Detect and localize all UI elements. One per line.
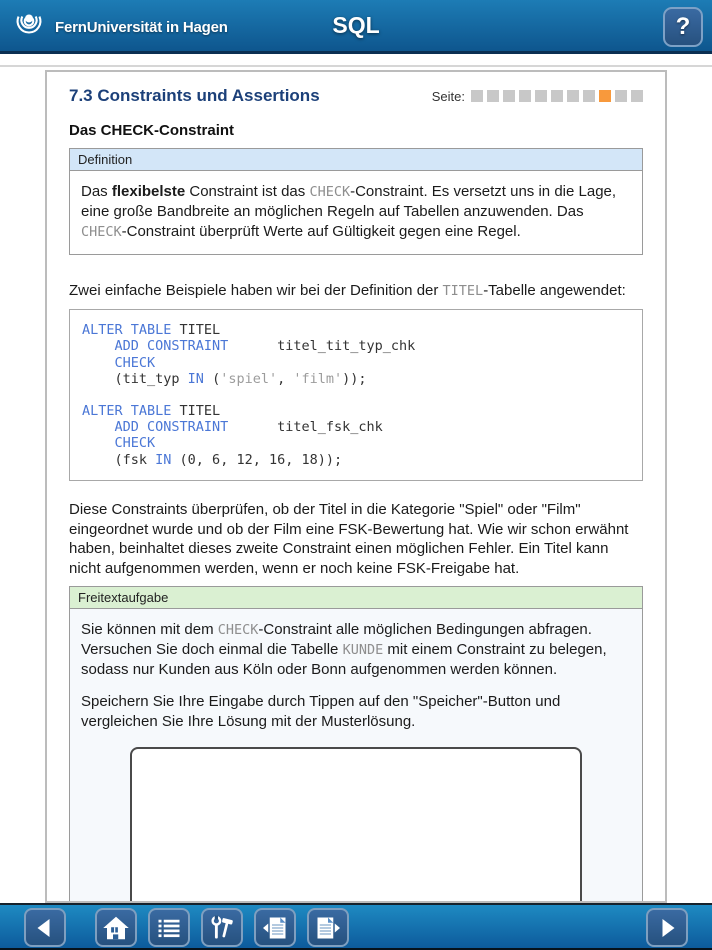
code-line: CHECK: [114, 354, 156, 371]
answer-textarea[interactable]: [130, 747, 582, 903]
exercise-paragraph-2: Speichern Sie Ihre Eingabe durch Tippen auf den "Speicher"-Button und vergleichen Sie Ihre Lösung mit der Musterlösung.: [81, 693, 561, 731]
header-divider: [0, 65, 712, 67]
page-title: SQL: [332, 12, 380, 38]
section-title: 7.3 Constraints und Assertions: [69, 86, 320, 105]
definition-box: [69, 148, 643, 255]
back-button[interactable]: [24, 908, 66, 947]
next-page-icon: [312, 913, 344, 943]
page-square: [551, 90, 563, 102]
home-button[interactable]: [95, 908, 137, 947]
next-page-button[interactable]: [307, 908, 349, 947]
bottom-toolbar: [0, 903, 712, 950]
page-progress-label: Seite:: [431, 88, 465, 104]
app-header: [0, 0, 712, 54]
previous-page-icon: [259, 913, 291, 943]
explanation-paragraph: Diese Constraints überprüfen, ob der Titel in die Kategorie "Spiel" oder "Film" eingeordnet wurde und ob der Film eine FSK-Bewertung hat. Wie wir schon erwähnt haben, beinhaltet dieses zweite Constraint einen möglichen Fehler. Ein Titel kann nicht aufgenommen werden, wenn er noch keine FSK-Freigabe hat.: [69, 500, 629, 578]
page-square: [503, 90, 515, 102]
tools-icon: [206, 913, 238, 943]
intro-paragraph: Zwei einfache Beispiele haben wir bei der Definition der TITEL-Tabelle angewendet:: [69, 282, 626, 300]
code-line: [82, 387, 636, 403]
code-line: ALTER TABLE TITEL: [82, 322, 221, 339]
sql-code-box: [69, 309, 643, 481]
page-square: [583, 90, 595, 102]
page-square-current: [599, 90, 611, 102]
code-line: ADD CONSTRAINT titel_tit_typ_chk: [114, 338, 416, 355]
content-card: [45, 70, 667, 903]
code-line: CHECK: [114, 435, 156, 452]
contents-button[interactable]: [148, 908, 190, 947]
code-line: ALTER TABLE TITEL: [82, 402, 221, 419]
page-progress: [432, 89, 643, 104]
definition-box-body: Das flexibelste Constraint ist das CHECK-Constraint. Es versetzt uns in die Lage, eine große Bandbreite an möglichen Regeln auf Tabellen anzuwenden. Das CHECK-Constraint überprüft Werte auf Gültigkeit gegen eine Regel.: [81, 183, 617, 240]
sql-code: [82, 322, 636, 468]
forward-button[interactable]: [646, 908, 688, 947]
page-square: [471, 90, 483, 102]
title-row: [69, 86, 643, 106]
code-line: ADD CONSTRAINT titel_fsk_chk: [114, 419, 383, 436]
forward-arrow-icon: [651, 913, 683, 943]
help-button[interactable]: ?: [663, 7, 703, 47]
page-square: [567, 90, 579, 102]
back-arrow-icon: [29, 913, 61, 943]
page-square: [631, 90, 643, 102]
page-square: [519, 90, 531, 102]
page-square: [487, 90, 499, 102]
exercise-paragraph-1: Sie können mit dem CHECK-Constraint alle möglichen Bedingungen abfragen. Versuchen Sie doch einmal die Tabelle KUNDE mit einem Constraint zu belegen, sodass nur Kunden aus Köln oder Bonn aufgenommen werden können.: [81, 620, 607, 678]
logo-text: FernUniversität in Hagen: [55, 18, 228, 36]
code-line: (tit_typ IN ('spiel', 'film'));: [82, 370, 367, 387]
page-square: [535, 90, 547, 102]
definition-box-header: Definition: [70, 149, 642, 171]
list-icon: [153, 913, 185, 943]
tools-button[interactable]: [201, 908, 243, 947]
exercise-box: [69, 586, 643, 903]
exercise-box-body: [70, 609, 642, 903]
home-icon: [100, 913, 132, 943]
page-square: [615, 90, 627, 102]
code-line: (fsk IN (0, 6, 12, 16, 18));: [82, 451, 343, 468]
exercise-box-header: Freitextaufgabe: [70, 587, 642, 609]
topic-heading: Das CHECK-Constraint: [69, 122, 235, 139]
previous-page-button[interactable]: [254, 908, 296, 947]
page-progress-squares: [471, 90, 643, 102]
